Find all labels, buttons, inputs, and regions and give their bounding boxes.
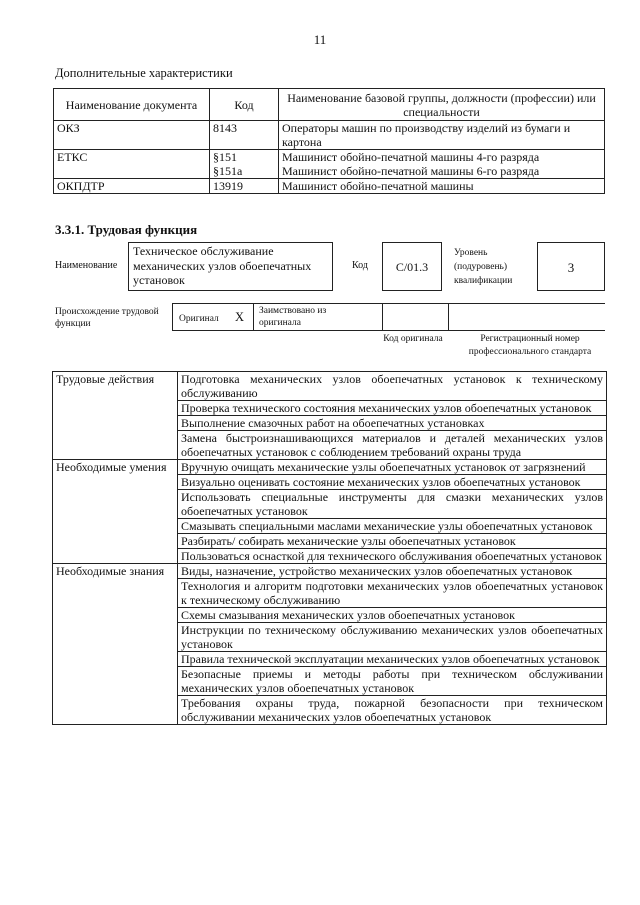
detail-item: Требования охраны труда, пожарной безопасности при техническом обслуживании механических узлов обоепечатных установок <box>178 696 607 725</box>
detail-item: Замена быстроизнашивающихся материалов и деталей механических узлов обоепечатных установок с соблюдением требований охраны труда <box>178 431 607 460</box>
detail-item: Разбирать/ собирать механические узлы обоепечатных установок <box>178 534 607 549</box>
function-heading: 3.3.1. Трудовая функция <box>55 222 198 237</box>
origin-row <box>172 303 605 331</box>
function-name-box: Техническое обслуживание механических узлов обоепечатных установок <box>128 242 333 291</box>
group-name-cell <box>279 121 605 150</box>
detail-item: Вручную очищать механические узлы обоепечатных установок от загрязнений <box>178 460 607 475</box>
table-row <box>54 150 605 179</box>
group-name-cell <box>279 179 605 194</box>
detail-item: Подготовка механических узлов обоепечатных установок к техническому обслуживанию <box>178 372 607 401</box>
code-original-label: Код оригинала <box>383 334 443 344</box>
group-name-line: Машинист обойно-печатной машины 4-го разряда <box>282 150 540 164</box>
detail-category-label: Необходимые умения <box>53 460 178 564</box>
detail-item: Технология и алгоритм подготовки механических узлов обоепечатных установок к техническому обслуживанию <box>178 579 607 608</box>
detail-item: Визуально оценивать состояние механических узлов обоепечатных установок <box>178 475 607 490</box>
details-rows <box>53 372 607 725</box>
additional-characteristics-table <box>53 88 605 194</box>
original-mark: X <box>235 310 245 324</box>
detail-item: Пользоваться оснасткой для технического обслуживания обоепечатных установок <box>178 549 607 564</box>
code-cell <box>210 150 279 179</box>
additional-characteristics-title: Дополнительные характеристики <box>55 66 233 80</box>
code-line: 8143 <box>213 121 237 135</box>
code-line: §151 <box>213 150 237 164</box>
original-label: Оригинал <box>179 314 219 324</box>
origin-label: Происхождение трудовой функции <box>55 307 159 329</box>
reg-number-label: Регистрационный номер профессионального стандарта <box>468 334 592 357</box>
group-name-line: Машинист обойно-печатной машины <box>282 179 474 193</box>
function-details-table <box>52 371 607 725</box>
level-label: Уровень (подуровень) квалификации <box>454 248 513 286</box>
table-row <box>54 179 605 194</box>
code-line: 13919 <box>213 179 243 193</box>
origin-divider-3 <box>448 303 449 331</box>
header-document: Наименование документа <box>54 89 210 121</box>
group-name-line: Операторы машин по производству изделий из бумаги и картона <box>282 121 571 149</box>
detail-category-label: Необходимые знания <box>53 564 178 725</box>
detail-row <box>53 564 607 579</box>
detail-row <box>53 372 607 401</box>
additional-rows <box>54 121 605 194</box>
group-name-cell <box>279 150 605 179</box>
group-name-line: Машинист обойно-печатной машины 6-го разряда <box>282 164 540 178</box>
code-label: Код <box>352 260 368 271</box>
code-line: §151а <box>213 164 243 178</box>
code-cell <box>210 179 279 194</box>
function-code-box: С/01.3 <box>382 242 442 291</box>
detail-item: Схемы смазывания механических узлов обоепечатных установок <box>178 608 607 623</box>
code-cell <box>210 121 279 150</box>
detail-item: Правила технической эксплуатации механических узлов обоепечатных установок <box>178 652 607 667</box>
origin-divider-2 <box>382 303 383 331</box>
borrowed-label: Заимствовано из оригинала <box>259 306 327 328</box>
detail-item: Использовать специальные инструменты для смазки механических узлов обоепечатных установок <box>178 490 607 519</box>
header-group-name: Наименование базовой группы, должности (профессии) или специальности <box>279 89 605 121</box>
detail-item: Выполнение смазочных работ на обоепечатных установках <box>178 416 607 431</box>
detail-item: Проверка технического состояния механических узлов обоепечатных установок <box>178 401 607 416</box>
page-number: 11 <box>313 32 327 47</box>
origin-divider-1 <box>253 303 254 331</box>
name-label: Наименование <box>55 260 118 271</box>
detail-item: Виды, назначение, устройство механических узлов обоепечатных установок <box>178 564 607 579</box>
detail-item: Безопасные приемы и методы работы при техническом обслуживании механических узлов обоепечатных установок <box>178 667 607 696</box>
document-cell: ЕТКС <box>54 150 210 179</box>
detail-item: Инструкции по техническому обслуживанию механических узлов обоепечатных установок <box>178 623 607 652</box>
header-code: Код <box>210 89 279 121</box>
document-cell: ОКЗ <box>54 121 210 150</box>
detail-item: Смазывать специальными маслами механические узлы обоепечатных установок <box>178 519 607 534</box>
detail-row <box>53 460 607 475</box>
level-box: 3 <box>537 242 605 291</box>
detail-category-label: Трудовые действия <box>53 372 178 460</box>
table-row <box>54 121 605 150</box>
document-cell: ОКПДТР <box>54 179 210 194</box>
